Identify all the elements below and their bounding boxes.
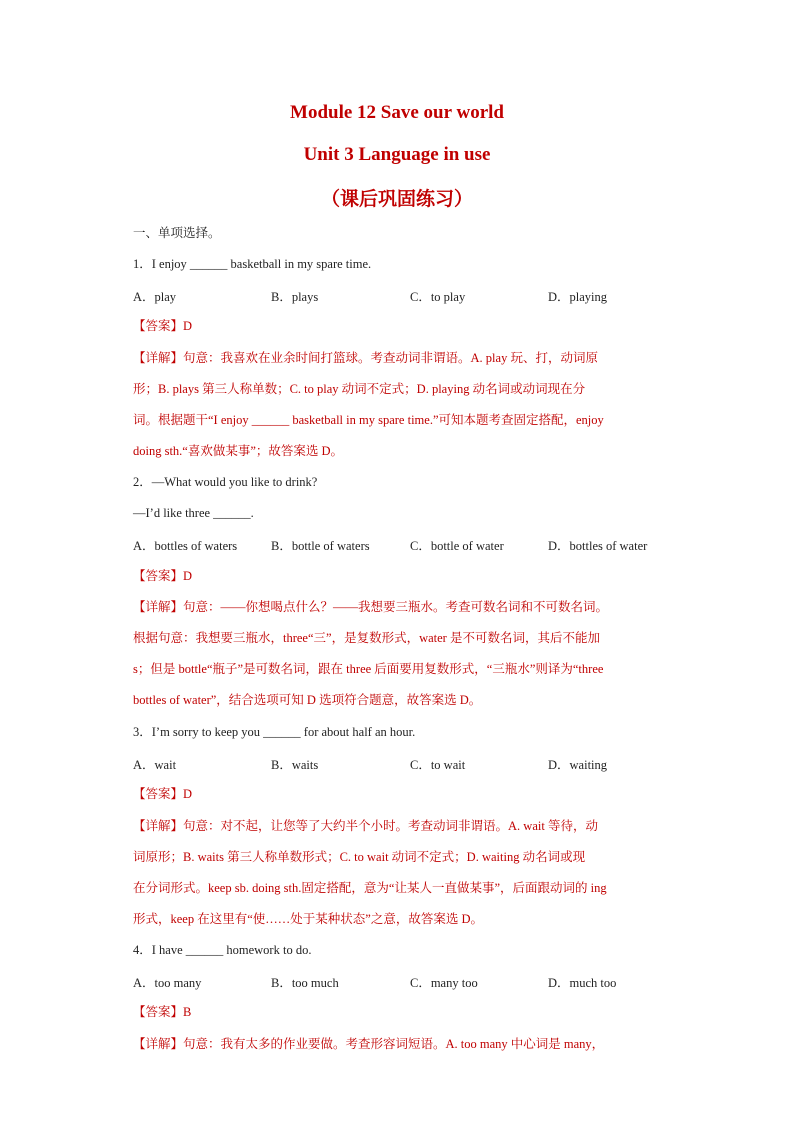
explanation-line: 词。根据题干“I enjoy ______ basketball in my spare time.”可知本题考查固定搭配，enjoy — [133, 413, 604, 427]
option-c[interactable]: C．bottle of water — [410, 539, 504, 554]
explanation-line — [133, 350, 598, 366]
answer-line — [133, 568, 192, 584]
option-a[interactable]: A．wait — [133, 758, 177, 773]
explanation-text: 句意：对不起，让您等了大约半个小时。考查动词非谓语。A. wait 等待，动 — [183, 818, 598, 833]
explanation-line: 在分词形式。keep sb. doing sth.固定搭配，意为“让某人一直做某事”，后面跟动词的 ing — [133, 881, 607, 895]
option-a[interactable]: A．too many — [133, 976, 202, 991]
explanation-line: 形式，keep 在这里有“使……处于某种状态”之意，故答案选 D。 — [133, 912, 483, 927]
explanation-line — [133, 1036, 604, 1052]
answer-value: D — [183, 319, 193, 334]
option-c[interactable]: C．many too — [410, 976, 478, 991]
explanation-line: 词原形；B. waits 第三人称单数形式；C. to wait 动词不定式；D. waiting 动名词或现 — [133, 849, 586, 864]
option-b[interactable]: B．too much — [271, 976, 339, 991]
explanation-line — [133, 599, 608, 615]
section-heading: 一、单项选择。 — [133, 226, 221, 240]
explanation-line: s；但是 bottle“瓶子”是可数名词，跟在 three 后面要用复数形式，“三瓶水”则译为“three — [133, 662, 604, 677]
question-stem: 3．I’m sorry to keep you ______ for about half an hour. — [133, 725, 416, 739]
explanation-line — [133, 818, 598, 834]
detail-label: 【详解】 — [133, 1036, 184, 1051]
detail-label: 【详解】 — [133, 350, 184, 365]
option-a[interactable]: A．bottles of waters — [133, 539, 238, 554]
answer-line — [133, 318, 192, 334]
explanation-line: 形；B. plays 第三人称单数；C. to play 动词不定式；D. playing 动名词或动词现在分 — [133, 381, 586, 396]
answer-label: 【答案】 — [133, 568, 184, 583]
detail-label: 【详解】 — [133, 818, 184, 833]
option-b[interactable]: B．waits — [271, 758, 319, 773]
explanation-text: 句意：我喜欢在业余时间打篮球。考查动词非谓语。A. play 玩、打，动词原 — [183, 350, 598, 365]
option-c[interactable]: C．to wait — [410, 758, 466, 773]
question-stem: 2．—What would you like to drink? — [133, 475, 318, 489]
answer-value: B — [183, 1005, 192, 1020]
answer-label: 【答案】 — [133, 787, 184, 802]
answer-label: 【答案】 — [133, 319, 184, 334]
question-stem: 4．I have ______ homework to do. — [133, 943, 312, 957]
explanation-text: 句意：我有太多的作业要做。考查形容词短语。A. too many 中心词是 many， — [183, 1036, 605, 1051]
option-d[interactable]: D．much too — [548, 976, 617, 991]
option-d[interactable]: D．playing — [548, 290, 608, 305]
question-stem: —I’d like three ______. — [133, 506, 254, 521]
answer-value: D — [183, 568, 193, 583]
subtitle: （课后巩固练习） — [320, 189, 473, 210]
option-b[interactable]: B．plays — [271, 290, 319, 305]
option-c[interactable]: C．to play — [410, 290, 466, 305]
explanation-line: 根据句意：我想要三瓶水，three“三”，是复数形式，water 是不可数名词，其后不能加 — [133, 631, 600, 645]
option-a[interactable]: A．play — [133, 290, 177, 305]
module-title: Module 12 Save our world — [290, 102, 504, 123]
explanation-line: bottles of water”，结合选项可知 D 选项符合题意，故答案选 D。 — [133, 693, 482, 708]
explanation-line: doing sth.“喜欢做某事”；故答案选 D。 — [133, 444, 344, 459]
question-stem: 1．I enjoy ______ basketball in my spare time. — [133, 257, 372, 271]
answer-line — [133, 786, 192, 802]
answer-line — [133, 1004, 191, 1020]
option-d[interactable]: D．waiting — [548, 758, 608, 773]
unit-title: Unit 3 Language in use — [303, 144, 491, 165]
answer-label: 【答案】 — [133, 1005, 184, 1020]
option-d[interactable]: D．bottles of water — [548, 539, 648, 554]
detail-label: 【详解】 — [133, 599, 184, 614]
explanation-text: 句意：——你想喝点什么？——我想要三瓶水。考查可数名词和不可数名词。 — [183, 599, 609, 614]
answer-value: D — [183, 787, 193, 802]
option-b[interactable]: B．bottle of waters — [271, 539, 370, 554]
